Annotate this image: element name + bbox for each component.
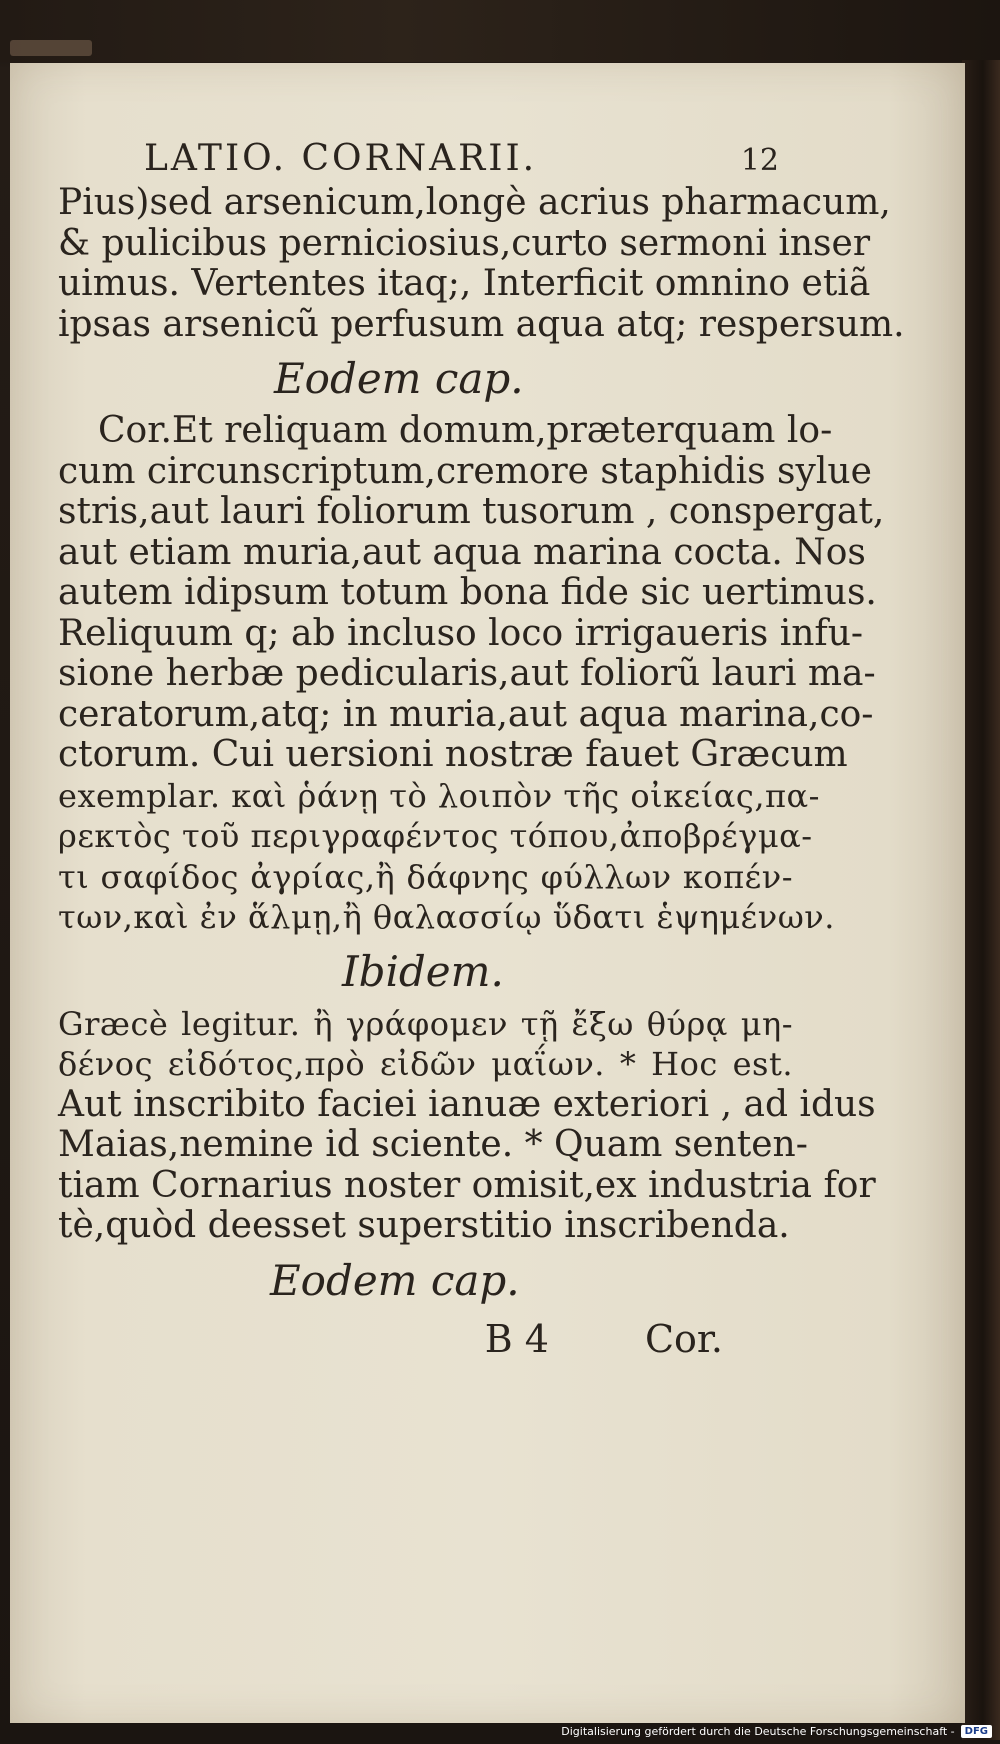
text-line: uimus. Vertentes itaq;, Interficit omnino etiã xyxy=(58,263,871,304)
text-line: & pulicibus perniciosius,curto sermoni inser xyxy=(58,222,871,264)
digitization-credit xyxy=(561,1725,992,1738)
text-line: tiam Cornarius noster omisit,ex industria for xyxy=(58,1164,876,1206)
greek-text-line: Græcè legitur. ἢ γράφομεν τῇ ἔξω θύρᾳ μη- xyxy=(58,1004,793,1043)
folio-number: 12 xyxy=(740,143,779,178)
signature-catchword-line xyxy=(58,1315,793,1363)
text-line: Aut inscribito faciei ianuæ exteriori , ad idus xyxy=(58,1083,876,1125)
text-line: Reliquum q; ab incluso loco irrigaueris infu- xyxy=(58,612,864,654)
text-line: Maias,nemine id sciente. * Quam senten- xyxy=(58,1124,808,1165)
book-edge-top xyxy=(0,0,1000,62)
section-heading: Ibidem. xyxy=(342,946,504,996)
text-line: Pius)sed arsenicum,longè acrius pharmacum, xyxy=(58,182,891,223)
paragraph-3 xyxy=(58,1004,876,1247)
paragraph-2 xyxy=(58,410,885,938)
credit-text: Digitalisierung gefördert durch die Deutsche Forschungsgemeinschaft - xyxy=(561,1725,955,1738)
text-line: ceratorum,atq; in muria,aut aqua marina,co- xyxy=(58,693,874,735)
paragraph-1 xyxy=(58,182,905,345)
text-line: tè,quòd deesset superstitio inscribenda. xyxy=(58,1205,790,1246)
signature-mark: B 4 xyxy=(484,1316,549,1361)
paper-page xyxy=(10,63,965,1723)
greek-text-line: των,καὶ ἐν ἅλμῃ,ἢ θαλασσίῳ ὕδατι ἑψημένων. xyxy=(58,898,835,936)
running-head xyxy=(58,137,793,183)
text-line: stris,aut lauri foliorum tusorum , conspergat, xyxy=(58,491,885,532)
text-block xyxy=(58,137,905,1363)
text-line: ipsas arsenicũ perfusum aqua atq; respersum. xyxy=(58,303,905,345)
book-edge-right xyxy=(962,60,1000,1740)
section-heading: Eodem cap. xyxy=(270,1255,520,1305)
greek-text-line: exemplar. καὶ ῥάνῃ τὸ λοιπὸν τῆς οἰκείας,πα- xyxy=(58,776,820,815)
running-head-title: LATIO. CORNARII. xyxy=(144,138,538,179)
text-line: autem idipsum totum bona fide sic uertimus. xyxy=(58,572,877,613)
section-heading: Eodem cap. xyxy=(274,354,524,403)
text-line: cum circunscriptum,cremore staphidis sylue xyxy=(58,450,872,492)
dfg-logo: DFG xyxy=(961,1725,992,1738)
greek-text-line: τι σαφίδος ἀγρίας,ἢ δάφνης φύλλων κοπέν- xyxy=(58,857,793,896)
text-line: ctorum. Cui uersioni nostræ fauet Græcum xyxy=(58,734,848,775)
greek-text-line: δένος εἰδότος,πρὸ εἰδῶν μαΐων. * Hoc est. xyxy=(58,1045,793,1083)
text-line: Cor.Et reliquam domum,præterquam lo- xyxy=(98,410,833,451)
greek-text-line: ρεκτὸς τοῦ περιγραφέντος τόπου,ἀποβρέγμα- xyxy=(58,817,813,855)
text-line: aut etiam muria,aut aqua marina cocta. Nos xyxy=(58,531,866,573)
text-line: sione herbæ pedicularis,aut foliorũ lauri ma- xyxy=(58,653,876,694)
catchword: Cor. xyxy=(644,1316,723,1361)
